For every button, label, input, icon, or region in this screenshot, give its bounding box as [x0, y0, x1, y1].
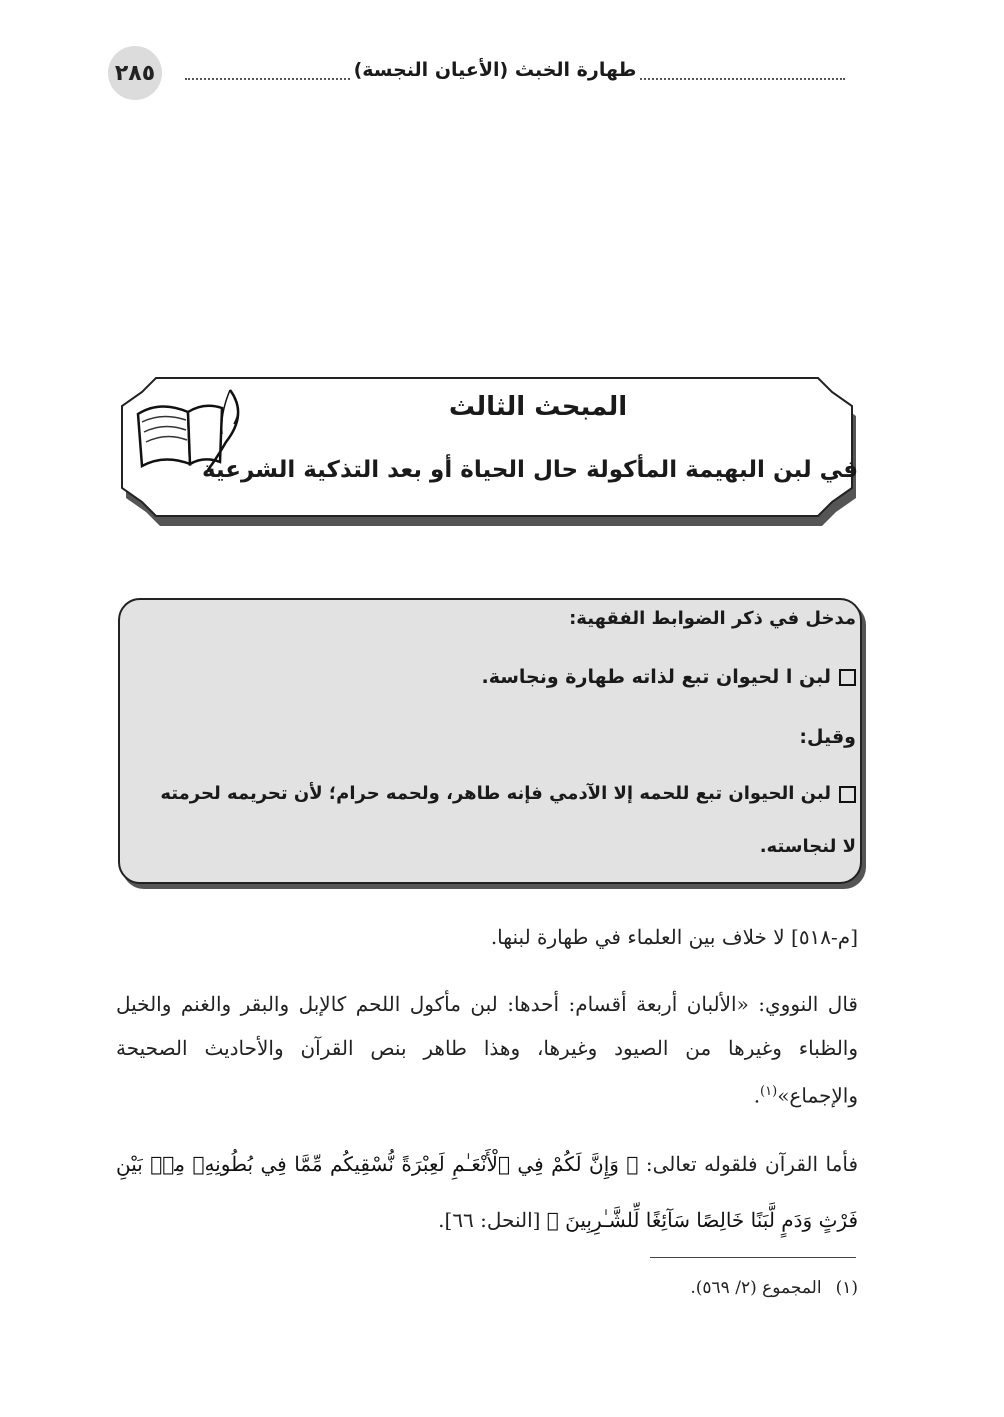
rule-item	[482, 666, 857, 688]
paragraph-end: .	[753, 1083, 761, 1108]
paragraph	[116, 982, 858, 1118]
rule-text: لبن ا لحيوان تبع لذاته طهارة ونجاسة.	[481, 666, 831, 688]
page-number: ٢٨٥	[108, 46, 162, 100]
section-label: المبحث الثالث	[448, 392, 628, 422]
footnote-reference: (١)	[760, 1084, 778, 1099]
paragraph-text: فأما القرآن فلقوله تعالى:	[645, 1152, 859, 1176]
quran-verse: ﴿ وَإِنَّ لَكُمْ فِي ٱلْأَنْعَـٰمِ لَعِبْرَةً نُّسْقِيكُم مِّمَّا فِي بُطُونِهِۦ مِنۢ بَيْنِ فَرْثٍ وَدَمٍ لَّبَنًا خَالِصًا سَآئِغًا لِّلشَّـٰرِبِينَ ﴾	[116, 1152, 858, 1232]
rule-said: وقيل:	[799, 726, 856, 748]
rules-box	[118, 598, 862, 884]
paragraph: [م-٥١٨] لا خلاف بين العلماء في طهارة لبنها.	[490, 925, 858, 949]
footnote-separator	[650, 1257, 856, 1258]
footnote-number: (١)	[835, 1278, 858, 1298]
section-title: في لبن البهيمة المأكولة حال الحياة أو بعد التذكية الشرعية	[201, 457, 858, 483]
rules-box-heading: مدخل في ذكر الضوابط الفقهية:	[569, 608, 856, 629]
verse-citation: [النحل: ٦٦].	[438, 1208, 541, 1232]
paragraph	[116, 1136, 858, 1248]
square-bullet-icon	[839, 669, 856, 686]
rule-text: لبن الحيوان تبع للحمه إلا الآدمي فإنه طاهر، ولحمه حرام؛ لأن تحريمه لحرمته	[160, 783, 831, 804]
running-title: طهارة الخبث (الأعيان النجسة)	[350, 54, 640, 86]
paragraph-text: قال النووي: «الألبان أربعة أقسام: أحدها: لبن مأكول اللحم كالإبل والبقر والغنم والخيل والظباء وغيرها من الصيود وغيرها، وهذا طاهر بنص القرآن والأحاديث الصحيحة والإجماع»	[116, 992, 858, 1108]
rule-text-continued: لا لنجاسته.	[759, 836, 856, 857]
rule-item	[132, 783, 856, 804]
footnote-text: المجموع (٢/ ٥٦٩).	[690, 1278, 822, 1298]
footnote	[690, 1278, 858, 1298]
square-bullet-icon	[839, 786, 856, 803]
